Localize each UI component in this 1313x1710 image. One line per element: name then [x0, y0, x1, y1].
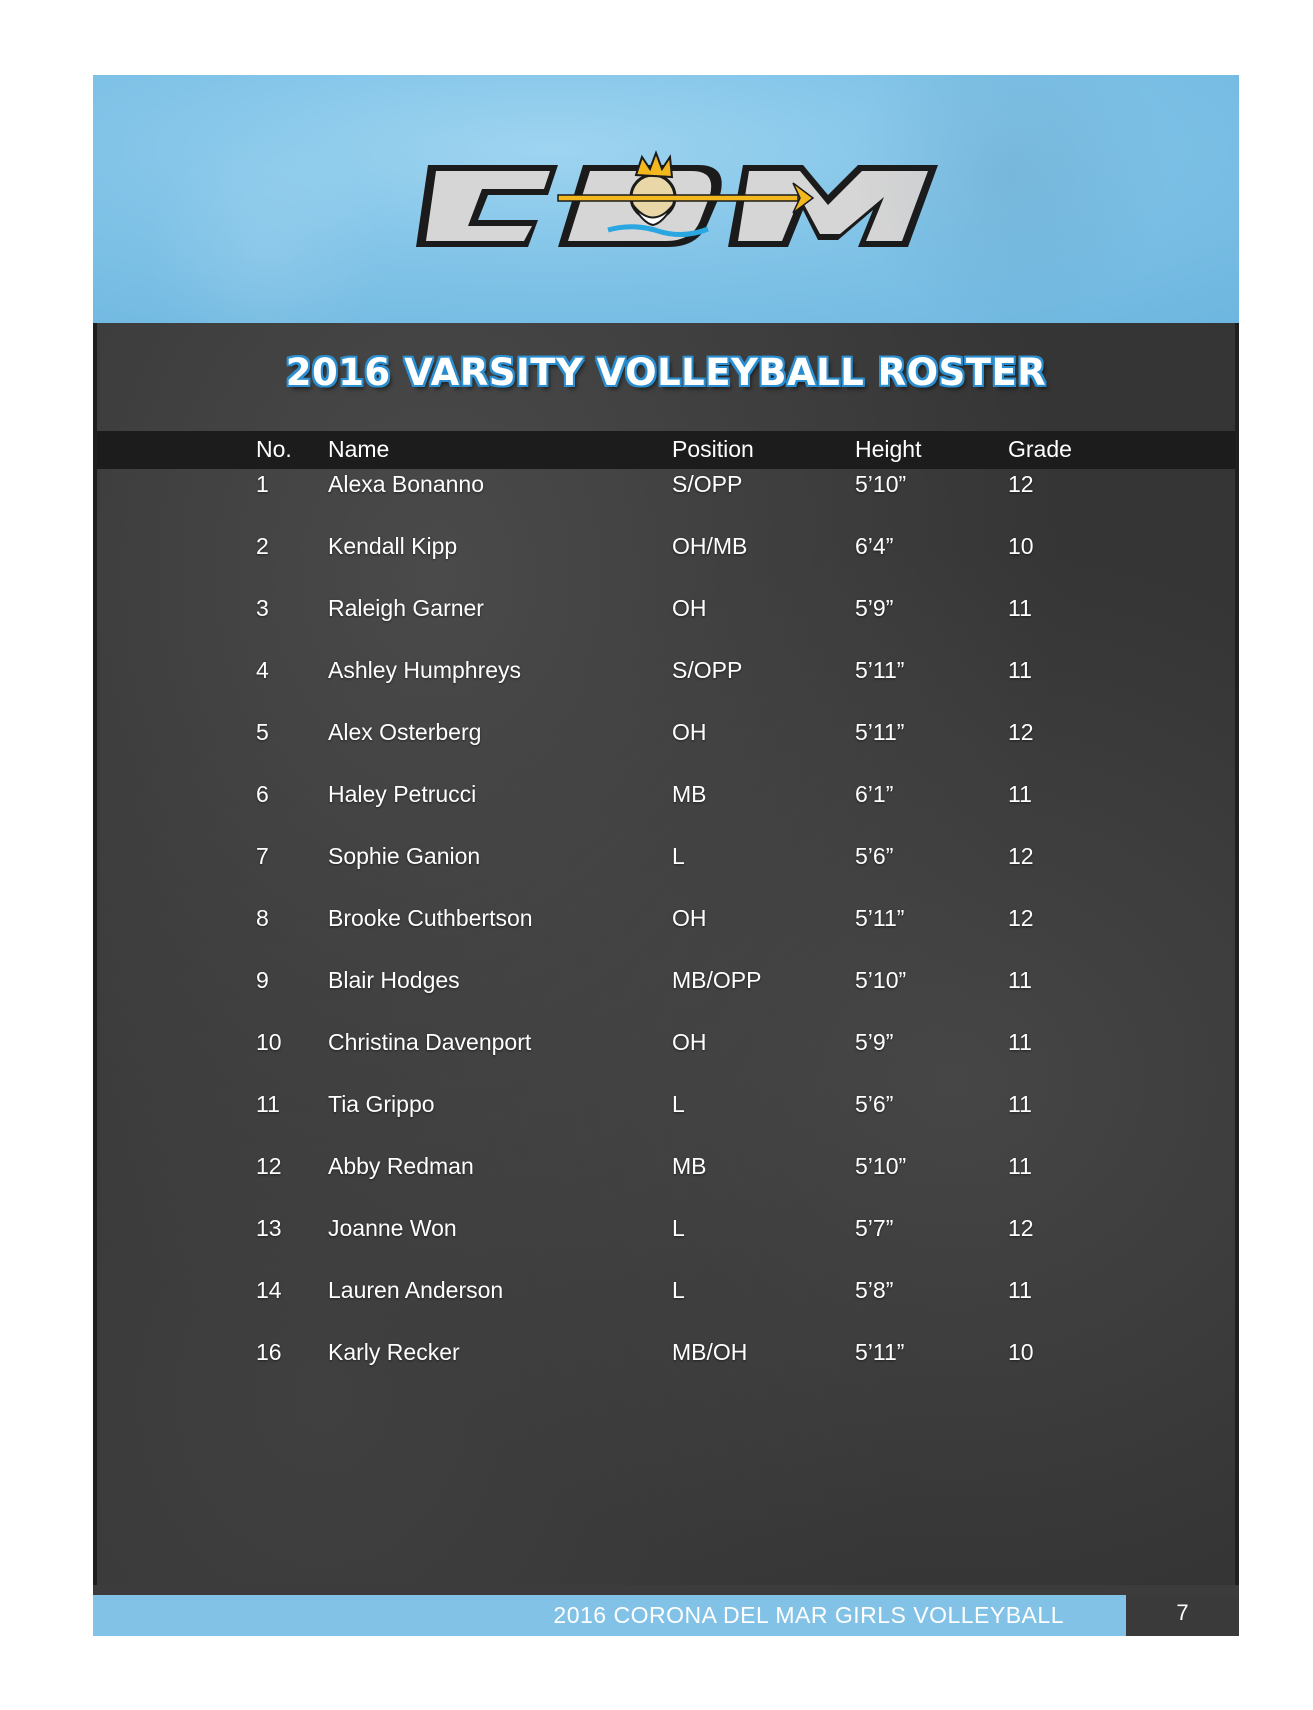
cell-grade: 11: [1008, 1091, 1032, 1117]
table-row: [93, 719, 1239, 759]
cell-height: 5’11”: [855, 657, 905, 683]
page-number-box: [1126, 1595, 1239, 1636]
table-row: [93, 471, 1239, 511]
cell-no: 12: [256, 1153, 282, 1179]
table-row: [93, 1029, 1239, 1069]
cell-position: L: [672, 1277, 685, 1303]
cell-no: 8: [256, 905, 269, 931]
table-row: [93, 595, 1239, 635]
cell-name: Alex Osterberg: [328, 719, 482, 745]
table-row: [93, 967, 1239, 1007]
cell-no: 3: [256, 595, 269, 621]
cell-position: S/OPP: [672, 471, 743, 497]
cell-height: 5’10”: [855, 471, 907, 497]
cell-position: MB: [672, 781, 707, 807]
cell-no: 4: [256, 657, 269, 683]
header-grade: Grade: [1008, 436, 1072, 462]
cell-name: Tia Grippo: [328, 1091, 435, 1117]
header-no: No.: [256, 436, 292, 462]
cell-name: Blair Hodges: [328, 967, 460, 993]
header-band: [93, 75, 1239, 323]
cell-height: 6’4”: [855, 533, 894, 559]
cdm-logo: [408, 135, 948, 265]
cell-name: Sophie Ganion: [328, 843, 481, 869]
cell-grade: 11: [1008, 781, 1032, 807]
cell-name: Karly Recker: [328, 1339, 460, 1365]
cell-grade: 12: [1008, 843, 1034, 869]
cell-height: 5’10”: [855, 1153, 907, 1179]
cell-grade: 11: [1008, 1277, 1032, 1303]
cell-position: L: [672, 843, 685, 869]
table-row: [93, 905, 1239, 945]
cell-position: MB: [672, 1153, 707, 1179]
table-row: [93, 1153, 1239, 1193]
cell-position: OH: [672, 595, 707, 621]
cell-no: 10: [256, 1029, 282, 1055]
cell-no: 5: [256, 719, 269, 745]
roster-page: [93, 75, 1239, 1636]
cell-name: Ashley Humphreys: [328, 657, 522, 683]
cell-no: 16: [256, 1339, 282, 1365]
cell-position: MB/OH: [672, 1339, 748, 1365]
page-number: 7: [1176, 1600, 1189, 1625]
edge-left: [93, 323, 97, 1585]
table-row: [93, 533, 1239, 573]
cell-grade: 11: [1008, 1153, 1032, 1179]
cell-position: L: [672, 1215, 685, 1241]
cell-height: 5’11”: [855, 905, 905, 931]
cell-no: 13: [256, 1215, 282, 1241]
footer-strip: [93, 1595, 1126, 1636]
cell-position: OH: [672, 905, 707, 931]
cell-height: 5’11”: [855, 1339, 905, 1365]
cell-grade: 11: [1008, 657, 1032, 683]
cell-height: 6’1”: [855, 781, 894, 807]
cell-no: 14: [256, 1277, 282, 1303]
cell-name: Abby Redman: [328, 1153, 474, 1179]
cell-no: 6: [256, 781, 269, 807]
column-header-bar: [97, 431, 1235, 469]
table-row: [93, 657, 1239, 697]
cell-position: OH/MB: [672, 533, 748, 559]
cell-grade: 11: [1008, 967, 1032, 993]
cell-position: OH: [672, 1029, 707, 1055]
cell-name: Kendall Kipp: [328, 533, 458, 559]
cell-position: MB/OPP: [672, 967, 762, 993]
table-row: [93, 1277, 1239, 1317]
cell-height: 5’10”: [855, 967, 907, 993]
cell-grade: 12: [1008, 905, 1034, 931]
cell-name: Joanne Won: [328, 1215, 457, 1241]
cell-grade: 10: [1008, 1339, 1034, 1365]
roster-title: 2016 VARSITY VOLLEYBALL ROSTER: [285, 351, 1047, 394]
cell-no: 9: [256, 967, 269, 993]
cell-position: L: [672, 1091, 685, 1117]
cell-name: Christina Davenport: [328, 1029, 532, 1055]
cell-no: 2: [256, 533, 269, 559]
cell-height: 5’8”: [855, 1277, 894, 1303]
cell-name: Brooke Cuthbertson: [328, 905, 533, 931]
cell-height: 5’6”: [855, 843, 894, 869]
cell-no: 7: [256, 843, 269, 869]
table-row: [93, 843, 1239, 883]
table-row: [93, 1339, 1239, 1379]
cell-height: 5’6”: [855, 1091, 894, 1117]
cell-grade: 10: [1008, 533, 1034, 559]
cell-name: Raleigh Garner: [328, 595, 484, 621]
footer-text: 2016 CORONA DEL MAR GIRLS VOLLEYBALL: [553, 1602, 1064, 1628]
header-name: Name: [328, 436, 390, 462]
cell-grade: 12: [1008, 719, 1034, 745]
cell-no: 11: [256, 1091, 280, 1117]
cell-height: 5’11”: [855, 719, 905, 745]
cell-name: Alexa Bonanno: [328, 471, 485, 497]
table-row: [93, 1091, 1239, 1131]
cell-no: 1: [256, 471, 269, 497]
cell-grade: 11: [1008, 1029, 1032, 1055]
cell-grade: 12: [1008, 1215, 1034, 1241]
cell-height: 5’7”: [855, 1215, 894, 1241]
edge-right: [1235, 323, 1239, 1585]
cell-height: 5’9”: [855, 595, 894, 621]
cell-height: 5’9”: [855, 1029, 894, 1055]
cell-name: Haley Petrucci: [328, 781, 477, 807]
table-row: [93, 1215, 1239, 1255]
cell-grade: 12: [1008, 471, 1034, 497]
header-position: Position: [672, 436, 754, 462]
cell-name: Lauren Anderson: [328, 1277, 504, 1303]
cell-position: OH: [672, 719, 707, 745]
dark-textured-area: [93, 323, 1239, 1585]
table-row: [93, 781, 1239, 821]
cell-grade: 11: [1008, 595, 1032, 621]
header-height: Height: [855, 436, 922, 462]
cell-position: S/OPP: [672, 657, 743, 683]
